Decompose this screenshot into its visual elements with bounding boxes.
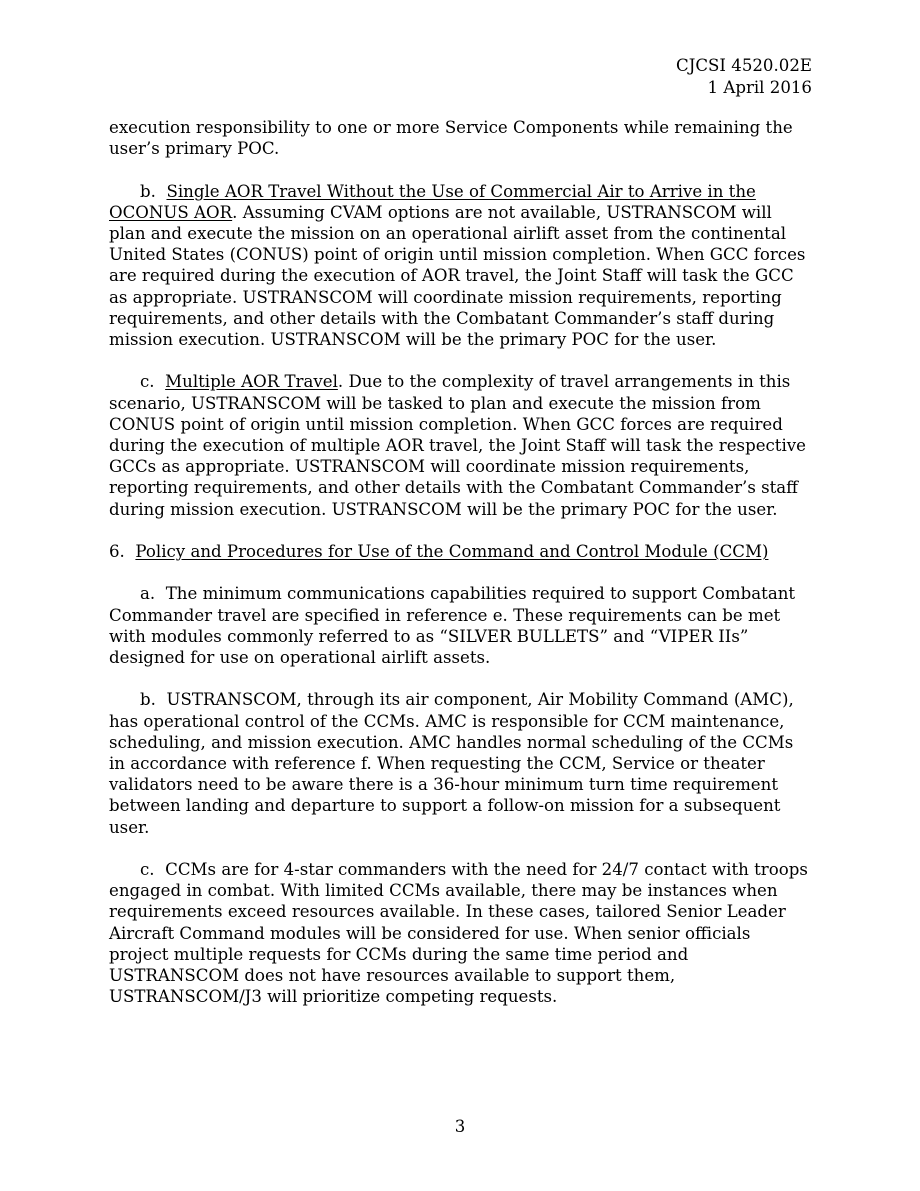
document-date: 1 April 2016 bbox=[707, 77, 812, 97]
paragraph-text: The minimum communications capabilities required to support Combatant Commander travel are specified in reference e. These requirements can be met with modules commonly referred to as “SILVER BULLETS” and “VIPER IIs” designed for use on operational airlift assets. bbox=[109, 584, 796, 668]
paragraph-5b bbox=[109, 181, 813, 351]
paragraph-6b bbox=[109, 689, 813, 837]
paragraph-marker: c. bbox=[140, 860, 155, 880]
paragraph-6a bbox=[109, 583, 813, 668]
paragraph-marker: b. bbox=[140, 181, 156, 201]
paragraph-heading: Multiple AOR Travel bbox=[165, 372, 338, 392]
continuation-paragraph bbox=[109, 117, 813, 159]
page-number: 3 bbox=[454, 1117, 466, 1136]
paragraph-5c bbox=[109, 371, 813, 519]
section-title: Policy and Procedures for Use of the Command and Control Module (CCM) bbox=[135, 542, 769, 562]
paragraph-6c bbox=[109, 859, 813, 1007]
paragraph-marker: c. bbox=[140, 372, 155, 392]
document-body bbox=[109, 117, 813, 1029]
paragraph-text: . Due to the complexity of travel arrangements in this scenario, USTRANSCOM will be tasked to plan and execute the mission from CONUS point of origin until mission completion. When GCC forces are required during the execution of multiple AOR travel, the Joint Staff will task the respective GCCs as appropriate. USTRANSCOM will coordinate mission requirements, reporting requirements, and other details with the Combatant Commander’s staff during mission execution. USTRANSCOM will be the primary POC for the user. bbox=[109, 372, 806, 519]
paragraph-text: . Assuming CVAM options are not available, USTRANSCOM will plan and execute the mission on an operational airlift asset from the continental United States (CONUS) point of origin until mission completion. When GCC forces are required during the execution of AOR travel, the Joint Staff will task the GCC as appropriate. USTRANSCOM will coordinate mission requirements, reporting requirements, and other details with the Combatant Commander’s staff during mission execution. USTRANSCOM will be the primary POC for the user. bbox=[109, 202, 806, 350]
document-number: CJCSI 4520.02E bbox=[676, 56, 812, 75]
section-number: 6. bbox=[109, 542, 125, 562]
document-header bbox=[676, 55, 812, 98]
continuation-text: execution responsibility to one or more Service Components while remaining the user’s primary POC. bbox=[109, 118, 793, 159]
paragraph-text: USTRANSCOM, through its air component, Air Mobility Command (AMC), has operational control of the CCMs. AMC is responsible for CCM maintenance, scheduling, and mission execution. AMC handles normal scheduling of the CCMs in accordance with reference f. When requesting the CCM, Service or theater validators need to be aware there is a 36-hour minimum turn time requirement between landing and departure to support a follow-on mission for a subsequent user. bbox=[109, 690, 794, 837]
paragraph-marker: b. bbox=[140, 690, 156, 710]
paragraph-text: CCMs are for 4-star commanders with the need for 24/7 contact with troops engaged in combat. With limited CCMs available, there may be instances when requirements exceed resources available. In these cases, tailored Senior Leader Aircraft Command modules will be considered for use. When senior officials project multiple requests for CCMs during the same time period and USTRANSCOM does not have resources available to support them, USTRANSCOM/J3 will prioritize competing requests. bbox=[109, 860, 808, 1007]
section-6-heading bbox=[109, 541, 813, 562]
paragraph-heading: Single AOR Travel Without the Use of Commercial Air to Arrive in the OCONUS AOR bbox=[109, 181, 756, 222]
paragraph-marker: a. bbox=[140, 584, 156, 604]
